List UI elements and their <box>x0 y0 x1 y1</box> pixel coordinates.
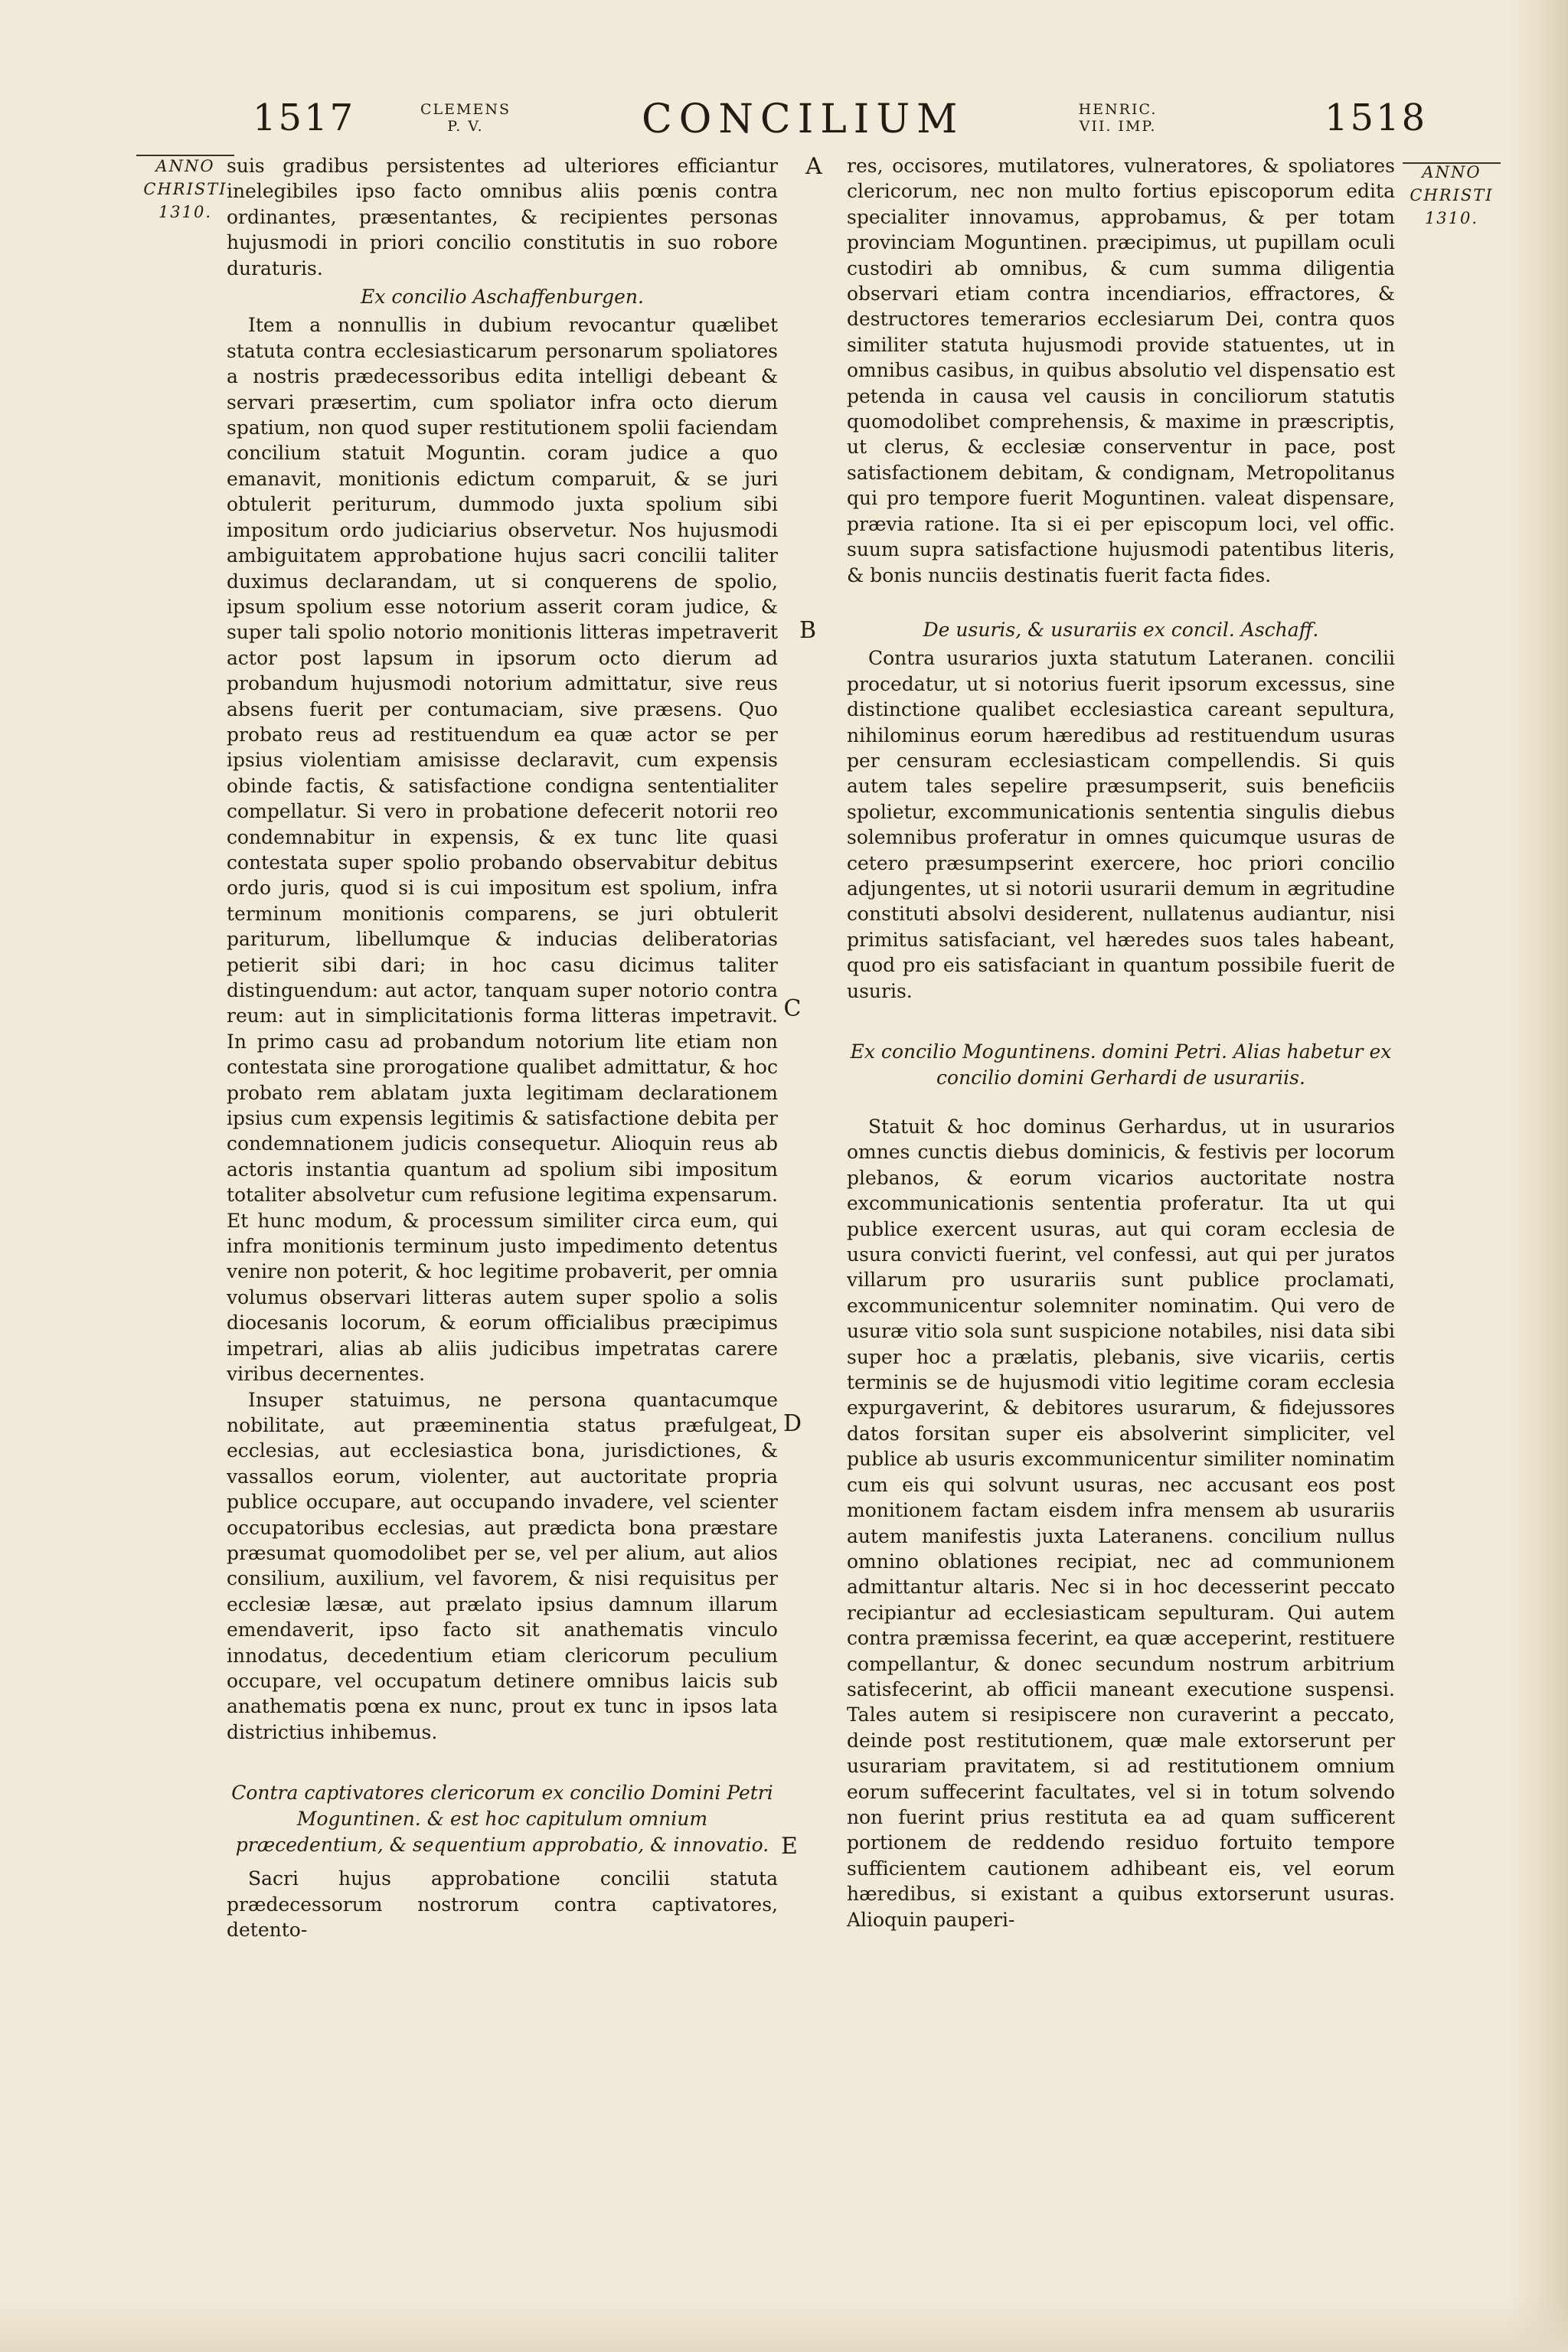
section-heading-usuris: De usuris, & usurariis ex concil. Aschaff. <box>923 618 1319 641</box>
running-head-pope: CLEMENS P. V. <box>420 101 511 135</box>
margin-note-left: ANNO CHRISTI 1310. <box>143 157 227 221</box>
page-number-right: 1518 <box>1325 96 1428 139</box>
page-title: CONCILIUM <box>642 96 965 142</box>
section-heading-captivatores: Contra captivatores clericorum ex concilio Domini Petri Moguntinen. & est hoc capitulum omnium præcedentium, & sequentium approbatio, & innovatio. <box>231 1782 773 1857</box>
left-text-column <box>227 153 778 1942</box>
running-head-emperor: HENRIC. VII. IMP. <box>1078 101 1158 135</box>
right-text-column <box>847 153 1395 1932</box>
paragraph-sacri: Sacri hujus approbatione concilii statuta prædecessorum nostrorum contra captivatores, detento- <box>227 1867 778 1941</box>
margin-note-right: ANNO CHRISTI 1310. <box>1410 163 1494 227</box>
section-heading-gerhardi: Ex concilio Moguntinens. domini Petri. Alias habetur ex concilio domini Gerhardi de usurariis. <box>850 1040 1392 1089</box>
section-letter-e: E <box>781 1833 798 1860</box>
page-edge-shadow <box>1507 0 1568 2352</box>
left-opening-paragraph: suis gradibus persistentes ad ulteriores efficiantur inelegibiles ipso facto omnibus aliis pœnis contra ordinantes, præsentantes, & recipientes personas hujusmodi in priori concilio constitutis in suo robore duraturis. <box>227 155 778 279</box>
paragraph-statuit: Statuit & hoc dominus Gerhardus, ut in usurarios omnes cunctis diebus dominicis, & festivis per locorum plebanos, & eorum vicarios auctoritate nostra excommunicationis sententia proferatur. Ita ut qui publice exercent usuras, aut qui coram ecclesia de usura convicti fuerint, vel confessi, aut qui per juratos villarum pro usurariis sunt publice proclamati, excommunicentur solemniter nominatim. Qui vero de usuræ vitio sola sunt suspicione notabiles, nisi data sibi super hoc a prælatis, plebanis, sive vicariis, certis terminis se de hujusmodi vitio legitime coram ecclesia expurgaverint, & debitores usurarum, & fidejussores datos forsitan super eis absolverint simpliciter, vel publice ab usuris excommunicentur similiter nominatim cum eis qui solvunt usuras, nec accusant eos post monitionem factam eisdem infra mensem ab usurariis autem manifestis juxta Lateranens. concilium nullus omnino oblationes recipiat, nec ad communionem admittantur altaris. Nec si in hoc decesserint peccato recipiantur ad ecclesiasticam sepulturam. Qui autem contra præmissa fecerint, ea quæ acceperint, restituere compellantur, & donec secundum nostrum arbitrium satisfecerint, ab officii maneant executione suspensi. Tales autem si resipiscere non curaverint a peccato, deinde post restitutionem, quæ male extorserunt per usurariam pravitatem, si ad restitutionem omnium eorum suffecerint facultates, vel si in totum solvendo non fuerint prius restituta ea ad quam sufficerent portionem de reddendo residuo fortuito tempore sufficientem cautionem adhibeant eis, vel eorum hæredibus, si existant a quibus extorserunt usuras. Alioquin pauperi- <box>847 1116 1395 1931</box>
paragraph-spoliatores: Item a nonnullis in dubium revocantur quælibet statuta contra ecclesiasticarum personarum spoliatores a nostris prædecessoribus edita intelligi debeant & servari præsertim, cum spoliator infra octo dierum spatium, non quod super restitutionem spolii faciendam concilium statuit Moguntin. coram judice a quo emanavit, monitionis edictum comparuit, & se juri obtulerit periturum, dummodo juxta spolium sibi impositum ordo judiciarius observetur. Nos hujusmodi ambiguitatem approbatione hujus sacri concilii taliter duximus declarandam, ut si conquerens de spolio, ipsum spolium esse notorium asserit coram judice, & super tali spolio notorio monitionis litteras impetraverit actor post lapsum in ipsorum octo dierum ad probandum hujusmodi notorium admittatur, sive reus absens fuerit per contumaciam, sive præsens. Quo probato reus ad restituendum ea quæ actor se per ipsius violentiam amisisse declaravit, cum expensis obinde factis, & satisfactione condigna sententialiter compellatur. Si vero in probatione defecerit notorii reo condemnabitur in expensis, & ex tunc lite quasi contestata super spolio probando observabitur debitus ordo juris, quod si is cui impositum est spolium, infra terminum monitionis comparens, se juri obtulerit pariturum, libellumque & inducias deliberatorias petierit sibi dari; in hoc casu dicimus taliter distinguendum: aut actor, tanquam super notorio contra reum: aut in simplicitationis forma litteras impetravit. In primo casu ad probandum notorium lite etiam non contestata sine prorogatione qualibet admittatur, & hoc probato rem ablatam juxta legitimam declarationem ipsius cum expensis legitimis & satisfactione debita per condemnationem judicis consequetur. Alioquin reus ab actoris instantia quantum ad spolium sibi impositum totaliter absolvetur cum refusione legitima expensarum. Et hunc modum, & processum similiter circa eum, qui infra monitionis terminum justo impedimento detentus venire non poterit, & hoc legitime probaverit, per omnia volumus observari litteras autem super spolio a solis diocesanis locorum, & eorum officialibus præcipimus impetrari, alias ab aliis judicibus impetratas carere viribus decernentes. <box>227 314 778 1386</box>
paragraph-insuper: Insuper statuimus, ne persona quantacumque nobilitate, aut præeminentia status præfulgeat, ecclesias, aut ecclesiastica bona, jurisdictiones, & vassallos eorum, violenter, aut auctoritate propria publice occupare, aut occupando invadere, vel scienter occupatoribus ecclesias, aut prædicta bona præstare præsumat quomodolibet per se, vel per alium, aut alios consilium, auxilium, vel favorem, & nisi requisitus per ecclesiæ læsæ, aut prælato ipsius damnum illarum emendaverit, ipso facto sit anathematis vinculo innodatus, decedentium etiam clericorum peculium occupare, vel occupatum detinere omnibus laicis sub anathematis pœna ex nunc, prout ex tunc in ipsos lata districtius inhibemus. <box>227 1388 778 1743</box>
page-number-left: 1517 <box>253 96 356 139</box>
paragraph-usurarios: Contra usurarios juxta statutum Lateranen. concilii procedatur, ut si notorius fuerit ipsorum excessus, sine distinctione qualibet ecclesiastica careant sepultura, nihilominus eorum hæredibus ad restituendum usuras per censuram ecclesiasticam compellendis. Si quis autem tales sepelire præsumpserit, suis beneficiis spolietur, excommunicationis sententia singulis diebus solemnibus proferatur in omnes quicumque usuras de cetero præsumpserint exercere, hoc priori concilio adjungentes, ut si notorii usurarii demum in ægritudine constituti absolvi desiderent, nullatenus audiantur, nisi primitus satisfaciant, vel hæredes suos tales habeant, quod pro eis satisfaciant in quantum possibile fuerit de usuris. <box>847 647 1395 1002</box>
running-header <box>0 90 1568 152</box>
section-letter-a: A <box>805 153 822 180</box>
section-heading-aschaffenburg: Ex concilio Aschaffenburgen. <box>361 286 644 309</box>
right-opening-paragraph: res, occisores, mutilatores, vulneratores, & spoliatores clericorum, nec non multo fortius episcoporum edita specialiter innovamus, approbamus, & per totam provinciam Moguntinen. præcipimus, ut pupillam oculi custodiri ab omnibus, & cum summa diligentia observari etiam contra incendiarios, effractores, & destructores temerarios ecclesiarum Dei, contra quos similiter statuta hujusmodi provide statuentes, ut in omnibus casibus, in quibus absolutio vel dispensatio est petenda in causa vel causis in conciliorum statutis quomodolibet comprehensis, & maxime in præscriptis, ut clerus, & ecclesiæ conserventur in pace, post satisfactionem debitam, & condignam, Metropolitanus qui pro tempore fuerit Moguntinen. valeat dispensare, prævia ratione. Ita si ei per episcopum loci, vel offic. suum supra satisfactione hujusmodi patentibus literis, & bonis nunciis destinatis fuerit facta fides. <box>847 155 1395 586</box>
page-bottom-shadow <box>0 2298 1568 2352</box>
section-letter-b: B <box>799 617 817 644</box>
section-letter-d: D <box>782 1410 802 1437</box>
section-letter-c: C <box>783 995 802 1022</box>
